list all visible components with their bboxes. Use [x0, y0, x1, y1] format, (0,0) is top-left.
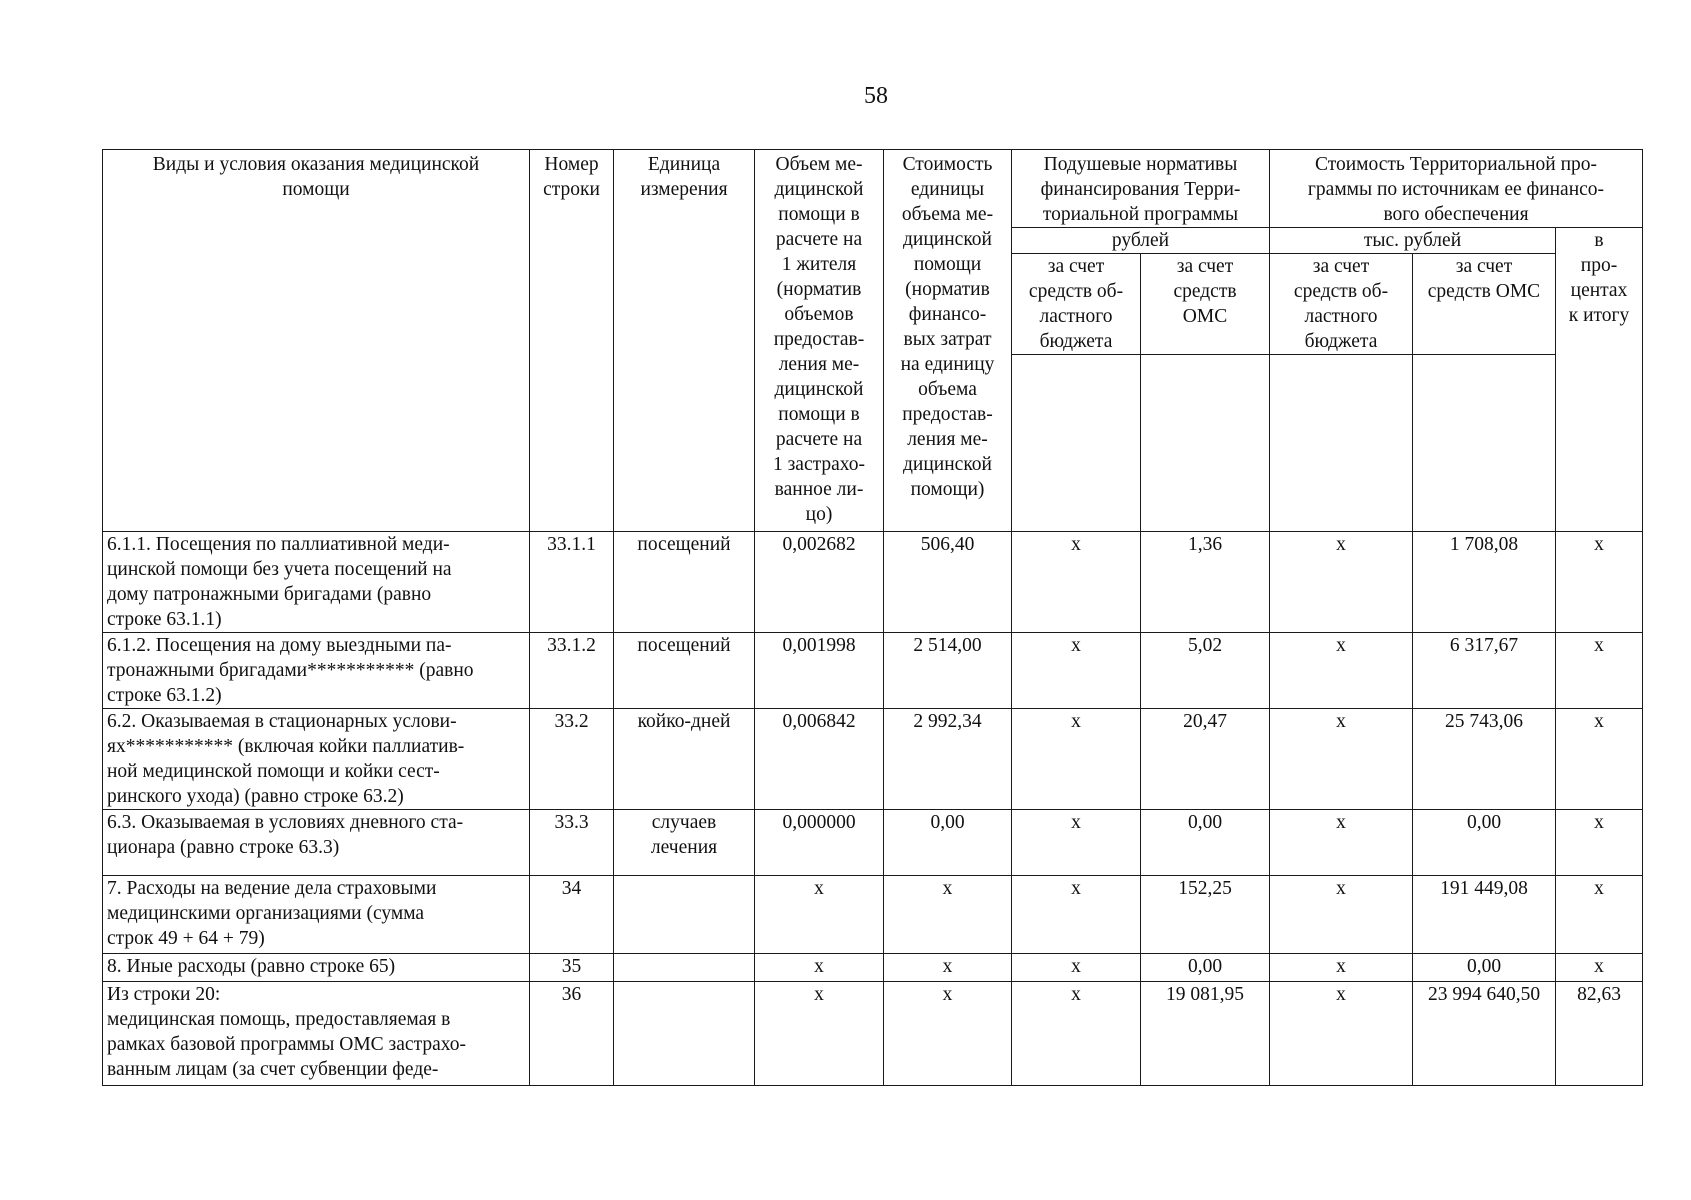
row-total-budget: х	[1270, 709, 1413, 810]
row-number: 35	[530, 954, 614, 982]
row-percent: х	[1556, 532, 1643, 633]
row-number: 33.2	[530, 709, 614, 810]
row-per-capita-oms: 0,00	[1141, 954, 1270, 982]
row-name: 6.2. Оказываемая в стационарных услови- ях*********** (включая койки паллиатив- ной медицинской помощи и койки сест- ринского ухода) (равно строке 63.2)	[103, 709, 530, 810]
row-percent: х	[1556, 633, 1643, 709]
row-percent: 82,63	[1556, 982, 1643, 1086]
row-unit: посещений	[614, 532, 755, 633]
header-spacer	[1141, 355, 1270, 532]
row-name: 8. Иные расходы (равно строке 65)	[103, 954, 530, 982]
row-total-budget: х	[1270, 532, 1413, 633]
row-volume: 0,001998	[755, 633, 884, 709]
row-volume: х	[755, 954, 884, 982]
row-total-oms: 0,00	[1413, 810, 1556, 876]
row-per-capita-budget: х	[1012, 876, 1141, 954]
row-cost: х	[884, 982, 1012, 1086]
row-total-oms: 191 449,08	[1413, 876, 1556, 954]
row-total-budget: х	[1270, 982, 1413, 1086]
row-cost: 0,00	[884, 810, 1012, 876]
row-cost: 2 992,34	[884, 709, 1012, 810]
header-program-cost-group: Стоимость Территориальной про- граммы по источникам ее финансо- вого обеспечения	[1270, 150, 1643, 228]
row-per-capita-budget: х	[1012, 633, 1141, 709]
header-total-oms: за счет средств ОМС	[1413, 254, 1556, 355]
row-percent: х	[1556, 709, 1643, 810]
row-per-capita-oms: 1,36	[1141, 532, 1270, 633]
row-volume: х	[755, 982, 884, 1086]
row-per-capita-oms: 5,02	[1141, 633, 1270, 709]
row-per-capita-oms: 20,47	[1141, 709, 1270, 810]
row-unit: койко-дней	[614, 709, 755, 810]
row-number: 36	[530, 982, 614, 1086]
header-unit-thousand-rubles: тыс. рублей	[1270, 228, 1556, 254]
header-spacer	[1270, 355, 1413, 532]
row-per-capita-budget: х	[1012, 709, 1141, 810]
header-kind: Виды и условия оказания медицинской помощи	[103, 150, 530, 532]
header-percent-top: в	[1594, 230, 1604, 251]
row-per-capita-budget: х	[1012, 532, 1141, 633]
header-percent-rest: про- центах к итогу	[1568, 255, 1630, 326]
header-total-budget: за счет средств об- ластного бюджета	[1270, 254, 1413, 355]
row-total-oms: 0,00	[1413, 954, 1556, 982]
row-per-capita-oms: 152,25	[1141, 876, 1270, 954]
header-spacer	[1012, 355, 1141, 532]
row-total-oms: 23 994 640,50	[1413, 982, 1556, 1086]
row-total-budget: х	[1270, 633, 1413, 709]
row-per-capita-oms: 19 081,95	[1141, 982, 1270, 1086]
row-number: 34	[530, 876, 614, 954]
row-unit	[614, 982, 755, 1086]
row-name: 6.1.2. Посещения на дому выездными па- тронажными бригадами*********** (равно строке 63.1.2)	[103, 633, 530, 709]
table-row	[103, 810, 1643, 876]
header-per-capita-oms: за счет средств ОМС	[1141, 254, 1270, 355]
header-per-capita-group: Подушевые нормативы финансирования Терри- ториальной программы	[1012, 150, 1270, 228]
row-percent: х	[1556, 876, 1643, 954]
row-name: 6.3. Оказываемая в условиях дневного ста- ционара (равно строке 63.3)	[103, 810, 530, 876]
row-name: 7. Расходы на ведение дела страховыми медицинскими организациями (сумма строк 49 + 64 + 79)	[103, 876, 530, 954]
row-per-capita-oms: 0,00	[1141, 810, 1270, 876]
header-unit-rubles: рублей	[1012, 228, 1270, 254]
row-number: 33.3	[530, 810, 614, 876]
row-unit: посещений	[614, 633, 755, 709]
row-unit	[614, 876, 755, 954]
table-row	[103, 633, 1643, 709]
table-row	[103, 709, 1643, 810]
row-total-budget: х	[1270, 810, 1413, 876]
row-volume: х	[755, 876, 884, 954]
row-unit: случаев лечения	[614, 810, 755, 876]
header-percent	[1556, 228, 1643, 532]
table-row	[103, 532, 1643, 633]
page-number: 58	[864, 83, 888, 109]
header-unit: Единица измерения	[614, 150, 755, 532]
row-cost: х	[884, 876, 1012, 954]
row-per-capita-budget: х	[1012, 982, 1141, 1086]
row-volume: 0,006842	[755, 709, 884, 810]
header-per-capita-budget: за счет средств об- ластного бюджета	[1012, 254, 1141, 355]
row-volume: 0,002682	[755, 532, 884, 633]
row-unit	[614, 954, 755, 982]
table-row	[103, 954, 1643, 982]
row-number: 33.1.1	[530, 532, 614, 633]
header-row-number: Номер строки	[530, 150, 614, 532]
table-row	[103, 876, 1643, 954]
row-total-budget: х	[1270, 954, 1413, 982]
row-volume: 0,000000	[755, 810, 884, 876]
row-number: 33.1.2	[530, 633, 614, 709]
row-total-oms: 25 743,06	[1413, 709, 1556, 810]
header-unit-cost: Стоимость единицы объема ме- дицинской помощи (норматив финансо- вых затрат на единицу объема предостав- ления ме- дицинской помощи)	[884, 150, 1012, 532]
header-spacer	[1413, 355, 1556, 532]
row-name: Из строки 20: медицинская помощь, предоставляемая в рамках базовой программы ОМС застрахо- ванным лицам (за счет субвенции феде-	[103, 982, 530, 1086]
row-cost: 2 514,00	[884, 633, 1012, 709]
row-per-capita-budget: х	[1012, 954, 1141, 982]
row-total-budget: х	[1270, 876, 1413, 954]
row-total-oms: 1 708,08	[1413, 532, 1556, 633]
row-percent: х	[1556, 810, 1643, 876]
funding-table	[102, 149, 1643, 1086]
row-per-capita-budget: х	[1012, 810, 1141, 876]
table-row	[103, 982, 1643, 1086]
row-cost: 506,40	[884, 532, 1012, 633]
row-name: 6.1.1. Посещения по паллиативной меди- цинской помощи без учета посещений на дому патронажными бригадами (равно строке 63.1.1)	[103, 532, 530, 633]
header-volume: Объем ме- дицинской помощи в расчете на 1 жителя (норматив объемов предостав- ления ме- дицинской помощи в расчете на 1 застрахо- ванное ли- цо)	[755, 150, 884, 532]
row-percent: х	[1556, 954, 1643, 982]
row-cost: х	[884, 954, 1012, 982]
row-total-oms: 6 317,67	[1413, 633, 1556, 709]
